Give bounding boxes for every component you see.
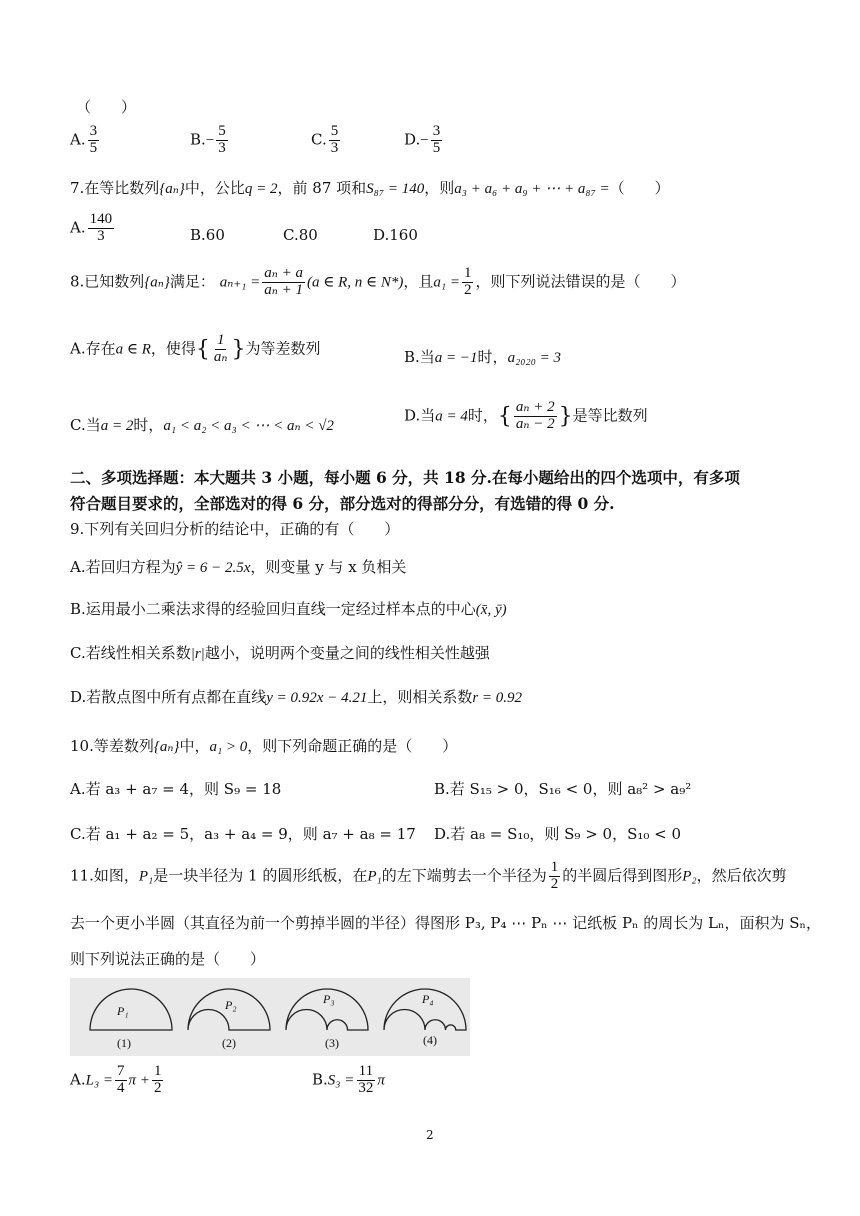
q11-line3: 则下列说法正确的是（ ） — [70, 950, 266, 968]
section2-line2: 符合题目要求的，全部选对的得 6 分，部分选对的得部分分，有选错的得 0 分. — [70, 494, 615, 513]
q10-option-c: C.若 a₁ + a₂ = 5，a₃ + a₄ = 9，则 a₇ + a₈ = 17 — [70, 825, 416, 843]
figure-label-p2: P₂ — [225, 998, 237, 1012]
figure-p1-shape — [90, 989, 172, 1030]
figure-number-4: (4) — [423, 1033, 437, 1047]
q9-option-d: D.若散点图中所有点都在直线y = 0.92x − 4.21上，则相关系数r = 0.92 — [70, 688, 523, 706]
q10-option-b: B.若 S₁₅ > 0，S₁₆ < 0，则 a₈² > a₉² — [434, 780, 692, 798]
figure-number-2: (2) — [222, 1036, 236, 1050]
q10-option-a: A.若 a₃ + a₇ = 4，则 S₉ = 18 — [70, 780, 282, 798]
q6-option-d: D.− $\frac{3}{5}$ — [404, 123, 441, 156]
figure-number-1: (1) — [117, 1036, 131, 1050]
q10-stem: 10.等差数列{aₙ}中，a₁ > 0，则下列命题正确的是（ ） — [70, 737, 458, 755]
q8-option-a: A.存在a ∈ R，使得{ $\frac{1}{\text{aₙ}}$ }为等差数列 — [70, 332, 321, 365]
q9-option-b: B.运用最小二乘法求得的经验回归直线一定经过样本点的中心(x̄, ȳ) — [70, 600, 507, 618]
q6-paren: （ ） — [76, 98, 137, 116]
q6-option-c: C. $\frac{5}{3}$ — [311, 123, 339, 156]
q8-option-c: C.当a = 2时，a₁ < a₂ < a₃ < ⋯ < aₙ < √2 — [70, 416, 334, 434]
figure-label-p3: P₃ — [323, 992, 335, 1006]
q7-stem: 7.在等比数列{aₙ}中，公比q = 2，前 87 项和S₈₇ = 140，则a₃ + a₆ + a₉ + ⋯ + a₈₇ =（ ） — [70, 179, 670, 197]
figure-label-p4: P₄ — [422, 992, 434, 1006]
q7-option-d: D.160 — [373, 226, 418, 244]
q11-option-a: A.L₃ = $\frac{7}{4}$ π + $\frac{1}{2}$ — [70, 1063, 162, 1096]
figure-number-3: (3) — [325, 1036, 339, 1050]
q10-option-d: D.若 a₈ = S₁₀，则 S₉ > 0，S₁₀ < 0 — [434, 825, 682, 843]
q7-option-b: B.60 — [190, 226, 225, 244]
q9-stem: 9.下列有关回归分析的结论中，正确的有（ ） — [70, 520, 400, 538]
q7-option-c: C.80 — [283, 226, 318, 244]
section2-line1: 二、多项选择题：本大题共 3 小题，每小题 6 分，共 18 分.在每小题给出的四个选项中，有多项 — [70, 468, 740, 487]
q11-line2: 去一个更小半圆（其直径为前一个剪掉半圆的半径）得图形 P₃, P₄ ⋯ Pₙ ⋯ 记纸板 Pₙ 的周长为 Lₙ，面积为 Sₙ， — [70, 914, 822, 932]
q9-option-a: A.若回归方程为ŷ = 6 − 2.5x，则变量 y 与 x 负相关 — [70, 558, 407, 576]
figure-label-p1: P₁ — [117, 1004, 129, 1018]
q7-option-a: A. $\frac{140}{3}$ — [70, 211, 113, 244]
q6-option-a: A. $\frac{3}{5}$ — [70, 123, 98, 156]
q11-option-b: B.S₃ = $\frac{11}{32}$ π — [312, 1063, 385, 1096]
q8-option-d: D.当a = 4时，{ $\frac{\text{aₙ + 2}}{\text{aₙ − 2}}$ }是等比数列 — [404, 399, 648, 432]
q8-option-b: B.当a = −1时，a₂₀₂₀ = 3 — [404, 348, 562, 366]
q11-line1: 11.如图，P₁是一块半径为 1 的圆形纸板，在P₁的左下端剪去一个半径为 $\frac{1}{2}$ 的半圆后得到图形P₂，然后依次剪 — [70, 859, 787, 892]
q11-figure — [70, 978, 470, 1056]
q9-option-c: C.若线性相关系数|r|越小，说明两个变量之间的线性相关性越强 — [70, 644, 490, 662]
q8-stem: 8.已知数列{aₙ}满足： aₙ₊₁ = $\frac{\text{aₙ + a}}{\text{aₙ + 1}}$ (a ∈ R, n ∈ N*)，且a₁ = $\frac{1}{2}$ ，则下列说法错误的是（ ） — [70, 265, 686, 298]
page-number: 2 — [426, 1128, 434, 1142]
q6-option-b: B.− $\frac{5}{3}$ — [190, 123, 226, 156]
